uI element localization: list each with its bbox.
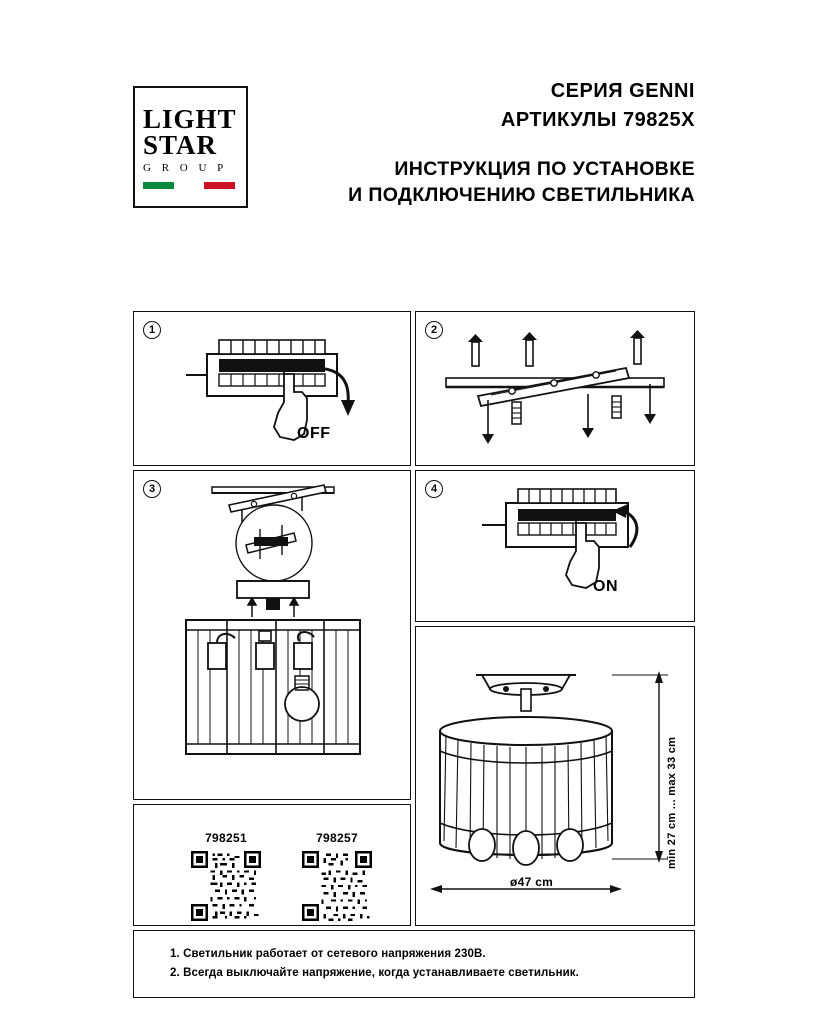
step-panel-1 — [133, 311, 411, 466]
qr-item[interactable] — [191, 831, 261, 921]
document-header — [133, 78, 695, 218]
brand-logo — [133, 86, 248, 208]
notes-panel — [133, 930, 695, 998]
note-line: 2. Всегда выключайте напряжение, когда устанавливаете светильник. — [170, 967, 579, 979]
height-dimension-label: min 27 cm ... max 33 cm — [666, 736, 678, 869]
step-3-illustration — [134, 471, 410, 798]
step-number-3: 3 — [143, 480, 161, 498]
diameter-dimension-label: ø47 cm — [510, 875, 554, 889]
step-panel-3 — [133, 470, 411, 800]
document-title-line-2: И ПОДКЛЮЧЕНИЮ СВЕТИЛЬНИКА — [348, 184, 695, 206]
logo-group-text: G R O U P — [143, 161, 228, 174]
product-illustration — [416, 627, 694, 925]
step-number-4: 4 — [425, 480, 443, 498]
qr-code-list — [191, 831, 372, 921]
article-label: АРТИКУЛЫ 79825X — [500, 109, 695, 131]
step-1-caption: OFF — [297, 425, 331, 442]
logo-line-1: LIGHT — [143, 103, 237, 134]
document-title-line-1: ИНСТРУКЦИЯ ПО УСТАНОВКЕ — [394, 158, 695, 180]
qr-item[interactable] — [302, 831, 372, 921]
step-2-illustration — [416, 312, 694, 464]
qr-codes-panel — [133, 804, 411, 926]
step-number-2: 2 — [425, 321, 443, 339]
notes-list — [170, 945, 682, 983]
qr-code-label: 798257 — [316, 831, 358, 845]
step-number-1: 1 — [143, 321, 161, 339]
step-panel-2 — [415, 311, 695, 466]
qr-code-icon[interactable] — [191, 851, 261, 921]
product-dimensions-panel — [415, 626, 695, 926]
qr-code-label: 798251 — [205, 831, 247, 845]
header-text-block — [263, 78, 695, 208]
italy-flag-icon — [143, 182, 235, 189]
step-4-caption: ON — [593, 578, 618, 595]
note-line: 1. Светильник работает от сетевого напряжения 230В. — [170, 948, 486, 960]
step-1-illustration — [134, 312, 410, 464]
qr-code-icon[interactable] — [302, 851, 372, 921]
step-4-illustration — [416, 471, 694, 620]
step-panel-4 — [415, 470, 695, 622]
series-label: СЕРИЯ GENNI — [550, 80, 695, 102]
logo-line-2: STAR — [143, 129, 218, 160]
